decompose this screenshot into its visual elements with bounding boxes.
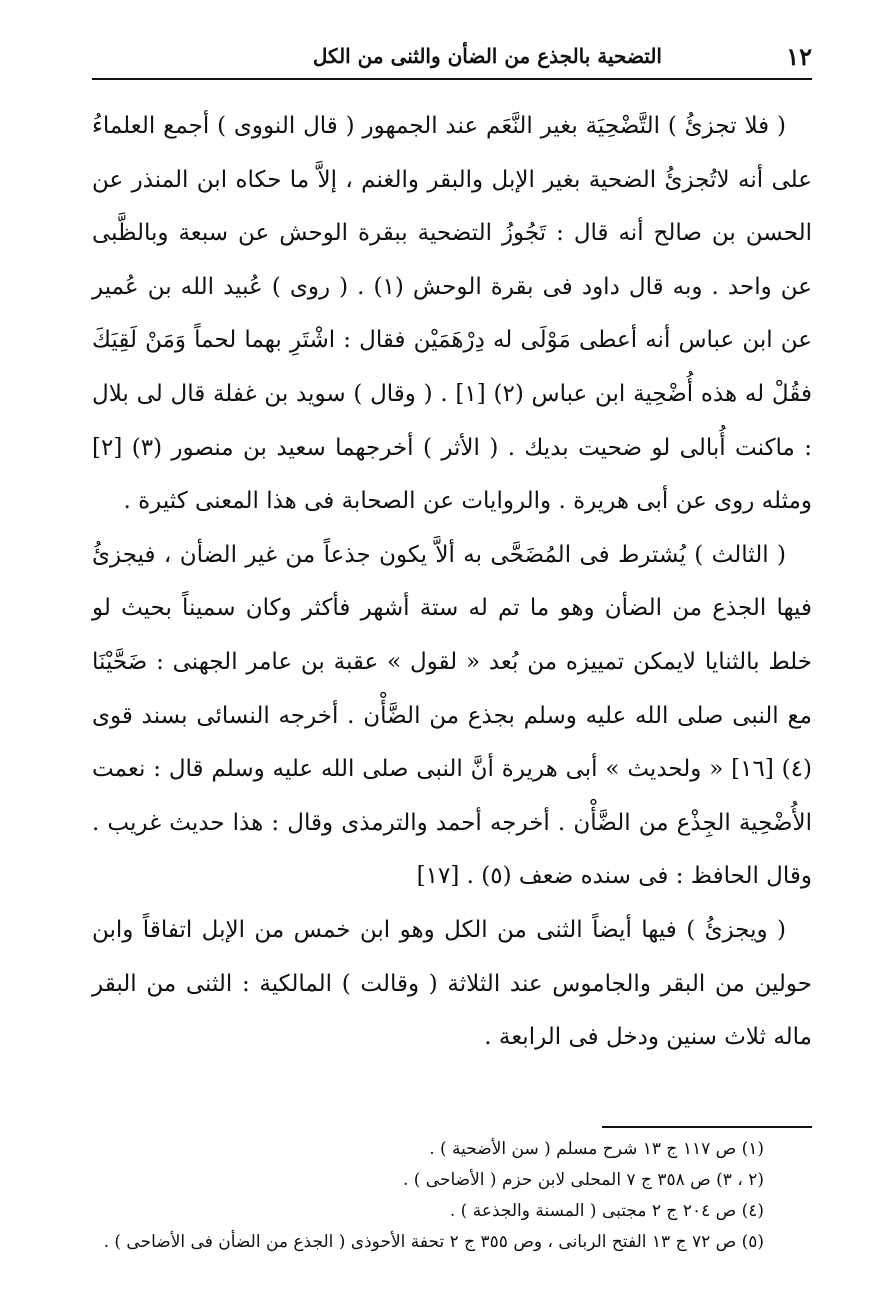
header-divider [92,78,812,80]
running-title: التضحية بالجذع من الضأن والثنى من الكل [312,44,662,68]
footnote-4: (٤) ص ٢٠٤ ج ٢ مجتبى ( المسنة والجذعة ) . [449,1201,764,1221]
page-number: ١٢ [786,42,812,71]
paragraph-2: ( الثالث ) يُشترط فى المُضَحَّى به ألاَّ يكون جذعاً من غير الضأن ، فيجزئُ فيها الجذع من الضأن وهو ما تم له ستة أشهر فأكثر وكان سميناً بحيث لو خلط بالثنايا لايمكن تمييزه من بُعد « لقول » عقبة بن عامر الجهنى : ضَحَّيْنَا مع النبى صلى الله عليه وسلم بجذع من الضَّأْن . أخرجه النسائى بسند قوى (٤) [١٦] « ولحديث » أبى هريرة أنَّ النبى صلى الله عليه وسلم قال : نعمت الأُضْحِية الجِذْع من الضَّأْن . أخرجه أحمد والترمذى وقال : هذا حديث غريب . وقال الحافظ : فى سنده ضعف (٥) . [١٧] [92,541,812,890]
footnote-1: (١) ص ١١٧ ج ١٣ شرح مسلم ( سن الأضحية ) . [429,1139,764,1159]
main-text [92,100,812,1065]
paragraph-3: ( ويجزئُ ) فيها أيضاً الثنى من الكل وهو ابن خمس من الإبل اتفاقاً وابن حولين من البقر والجاموس عند الثلاثة ( وقالت ) المالكية : الثنى من البقر ماله ثلاث سنين ودخل فى الرابعة . [92,916,812,1051]
paragraph-1: ( فلا تجزئُ ) التَّضْحِيَة بغير النَّعَم عند الجمهور ( قال النووى ) أجمع العلماءُ على أنه لاتُجزئُ الضحية بغير الإبل والبقر والغنم ، إلاَّ ما حكاه ابن المنذر عن الحسن بن صالح أنه قال : تَجُوزُ التضحية ببقرة الوحش عن سبعة وبالظَّبى عن واحد . وبه قال داود فى بقرة الوحش (١) . ( روى ) عُبيد الله بن عُمير عن ابن عباس أنه أعطى مَوْلَى له دِرْهَمَيْن فقال : اشْتَرِ بهما لحماً وَمَنْ لَقِيَكَ فقُلْ له هذه أُضْحِية ابن عباس (٢) [١] . ( وقال ) سويد بن غفلة قال لى بلال : ماكنت أُبالى لو ضحيت بديك . ( الأثر ) أخرجهما سعيد بن منصور (٣) [٢] ومثله روى عن أبى هريرة . والروايات عن الصحابة فى هذا المعنى كثيرة . [92,113,813,515]
footnotes [92,1134,764,1258]
footnote-2-3: (٢ ، ٣) ص ٣٥٨ ج ٧ المحلى لابن حزم ( الأضاحى ) . [402,1170,764,1190]
footnote-5: (٥) ص ٧٢ ج ١٣ الفتح الربانى ، وص ٣٥٥ ج ٢ تحفة الأحوذى ( الجذع من الضأن فى الأضاحى ) . [103,1232,764,1252]
page-header [92,38,812,74]
footnote-divider [602,1126,812,1128]
